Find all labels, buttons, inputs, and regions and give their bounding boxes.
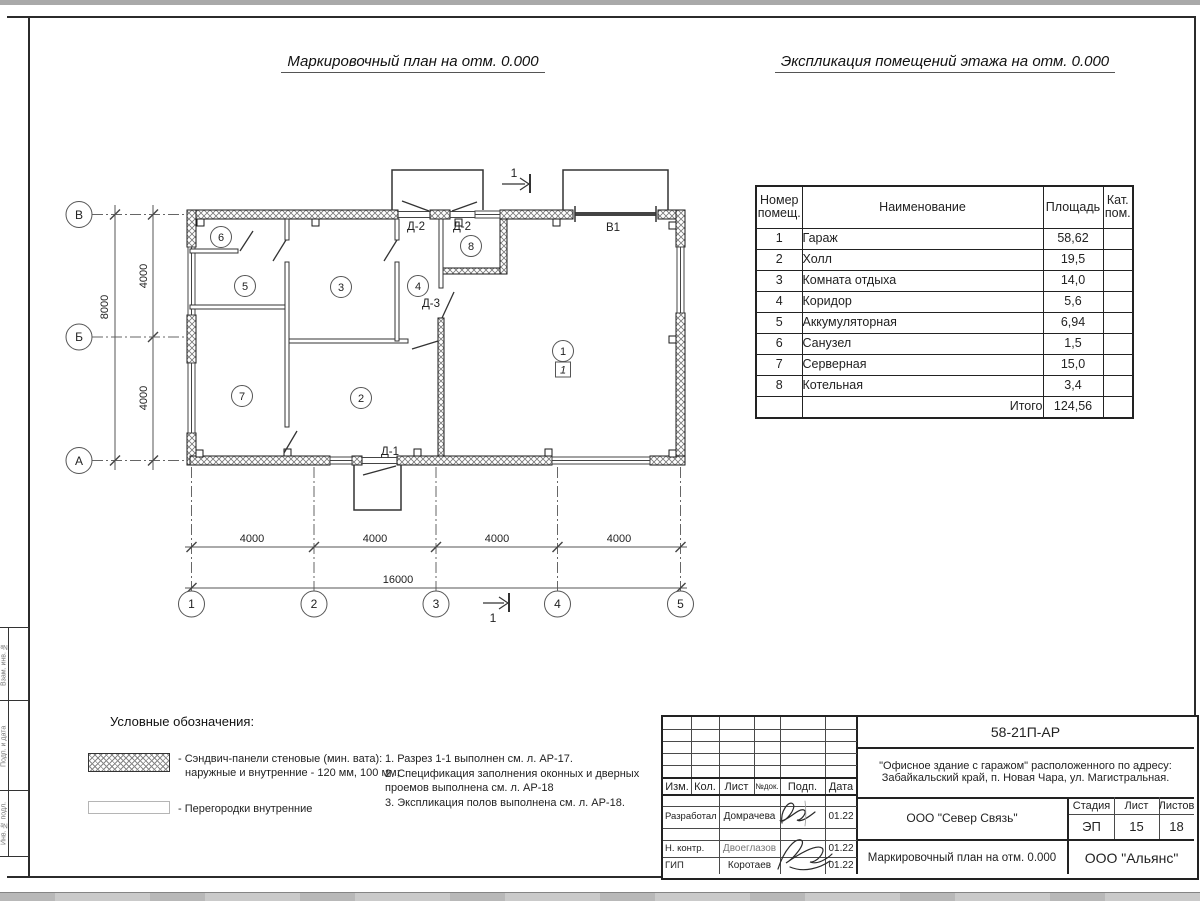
drawing-title: Маркировочный план на отм. 0.000 bbox=[867, 851, 1057, 864]
room-number: 8 bbox=[467, 241, 475, 253]
cell-area: 5,6 bbox=[1043, 291, 1103, 312]
role-date: 01.22 bbox=[828, 842, 854, 854]
dim-label: 4000 bbox=[362, 533, 388, 545]
stamp-header-data: Дата bbox=[828, 780, 854, 793]
cell-cat bbox=[1103, 249, 1133, 270]
table-row bbox=[756, 333, 1133, 354]
cell-cat bbox=[1103, 270, 1133, 291]
door-label: Д-1 bbox=[380, 446, 400, 458]
floor-type-number: 1 bbox=[559, 364, 567, 377]
cell-name: Котельная bbox=[802, 375, 1043, 396]
note-line: 3. Экспликация полов выполнена см. л. АР-18. bbox=[385, 796, 625, 809]
cell-cat bbox=[1103, 228, 1133, 249]
sheets-value: 18 bbox=[1169, 818, 1184, 834]
dim-total-label: 16000 bbox=[382, 574, 414, 586]
table-row bbox=[756, 270, 1133, 291]
legend-item-1: - Сэндвич-панели стеновые (мин. вата): наружные и внутренние - 120 мм, 100 мм; bbox=[178, 753, 400, 779]
cell-name: Аккумуляторная bbox=[802, 312, 1043, 333]
table-row bbox=[756, 375, 1133, 396]
col-header-name: Наименование bbox=[802, 186, 1043, 228]
room-number: 4 bbox=[414, 281, 422, 293]
side-box-3 bbox=[0, 790, 29, 857]
section-mark-bottom bbox=[483, 593, 509, 625]
stamp-header-izm: Изм. bbox=[665, 780, 689, 793]
grid-bubble-label: В bbox=[74, 208, 84, 222]
dim-label: 4000 bbox=[138, 263, 150, 289]
cell-cat bbox=[1103, 291, 1133, 312]
sheets-label: Листов bbox=[1159, 799, 1194, 812]
cell-name: Коридор bbox=[802, 291, 1043, 312]
table-row bbox=[756, 354, 1133, 375]
role-label: Разработал bbox=[665, 811, 717, 822]
table-total-row bbox=[756, 396, 1133, 418]
pilasters bbox=[196, 219, 676, 457]
cell-cat bbox=[1103, 333, 1133, 354]
stage-value: ЭП bbox=[1082, 818, 1101, 834]
cell-num: 1 bbox=[756, 228, 802, 249]
section-number: 1 bbox=[510, 166, 518, 180]
floor-type-marker bbox=[556, 362, 571, 377]
grid-bubble-label: 3 bbox=[432, 597, 440, 611]
cell-area: 3,4 bbox=[1043, 375, 1103, 396]
grid-bubbles-bottom bbox=[179, 591, 694, 617]
total-value: 124,56 bbox=[1043, 396, 1103, 418]
cell-num: 3 bbox=[756, 270, 802, 291]
cell-area: 6,94 bbox=[1043, 312, 1103, 333]
sheet-label: Лист bbox=[1124, 799, 1149, 812]
dim-total-label: 8000 bbox=[99, 294, 111, 320]
col-header-area: Площадь bbox=[1043, 186, 1103, 228]
door-label: Д-2 bbox=[406, 221, 426, 233]
room-schedule-table bbox=[755, 185, 1134, 419]
note-line: 1. Разрез 1-1 выполнен см. л. АР-17. bbox=[385, 753, 573, 765]
col-header-number: Номер помещ. bbox=[756, 186, 802, 228]
grid-bubble-label: 2 bbox=[310, 597, 318, 611]
room-bubbles bbox=[211, 227, 574, 409]
cell-area: 19,5 bbox=[1043, 249, 1103, 270]
table-row bbox=[756, 249, 1133, 270]
grid-bubble-label: 1 bbox=[188, 597, 195, 611]
role-label: ГИП bbox=[665, 859, 684, 871]
cell-area: 14,0 bbox=[1043, 270, 1103, 291]
room-number: 3 bbox=[337, 282, 345, 294]
windows bbox=[188, 211, 684, 464]
side-box-1 bbox=[0, 627, 29, 702]
exterior-walls bbox=[187, 210, 685, 465]
partitions bbox=[190, 219, 443, 427]
dim-label: 4000 bbox=[138, 385, 150, 411]
dim-label: 4000 bbox=[484, 533, 510, 545]
cell-name: Гараж bbox=[802, 228, 1043, 249]
floor-plan bbox=[30, 140, 730, 650]
cell-name: Санузел bbox=[802, 333, 1043, 354]
dimension-labels bbox=[99, 264, 631, 586]
table-row bbox=[756, 312, 1133, 333]
role-date: 01.22 bbox=[828, 859, 854, 871]
page-top-strip bbox=[0, 0, 1200, 5]
signature-1 bbox=[781, 803, 815, 823]
stamp-header-list: Лист bbox=[724, 780, 749, 793]
cell-name: Холл bbox=[802, 249, 1043, 270]
stamp-header-kol: Кол. bbox=[694, 780, 716, 793]
cell-name: Серверная bbox=[802, 354, 1043, 375]
door-label: Д-3 bbox=[421, 298, 441, 310]
partition-swatch bbox=[88, 801, 170, 814]
drawing-notes bbox=[385, 752, 650, 810]
gate-label: В1 bbox=[605, 222, 621, 234]
plan-title: Маркировочный план на отм. 0.000 bbox=[213, 53, 613, 73]
table-row bbox=[756, 228, 1133, 249]
role-date: 01.22 bbox=[828, 811, 854, 822]
legend-title: Условные обозначения: bbox=[110, 714, 255, 729]
side-box-2 bbox=[0, 700, 29, 792]
cell-num: 5 bbox=[756, 312, 802, 333]
note-line: 2. Спецификация заполнения оконных и дверных bbox=[385, 767, 640, 780]
signatures bbox=[772, 793, 844, 877]
cell-cat bbox=[1103, 375, 1133, 396]
room-number: 2 bbox=[357, 393, 365, 405]
org2-name: ООО "Альянс" bbox=[1084, 849, 1179, 866]
room-number: 7 bbox=[238, 391, 246, 403]
grid-bubbles-left bbox=[66, 202, 92, 474]
door-thresholds bbox=[362, 212, 475, 464]
role-label: Н. контр. bbox=[665, 842, 705, 854]
side-box-label: Взам. инв. № bbox=[0, 643, 8, 686]
grid-bubble-label: Б bbox=[75, 330, 83, 344]
table-row bbox=[756, 291, 1133, 312]
dim-label: 4000 bbox=[606, 533, 632, 545]
room-number: 1 bbox=[559, 346, 567, 358]
title-block bbox=[661, 715, 1199, 880]
col-header-category: Кат. пом. bbox=[1103, 186, 1133, 228]
cell-area: 1,5 bbox=[1043, 333, 1103, 354]
grid-bubble-label: А bbox=[74, 454, 84, 468]
frame-top bbox=[7, 16, 1196, 18]
room-number: 5 bbox=[241, 281, 249, 293]
cell-num: 8 bbox=[756, 375, 802, 396]
legend-item-2: - Перегородки внутренние bbox=[178, 803, 313, 815]
explication-title: Экспликация помещений этажа на отм. 0.000 bbox=[745, 53, 1145, 73]
role-name: Домрачева bbox=[723, 811, 776, 822]
cell-cat bbox=[1103, 312, 1133, 333]
role-name: Двоеглазов bbox=[722, 842, 777, 854]
sandwich-panel-swatch bbox=[88, 753, 170, 772]
side-box-label: Подп. и дата bbox=[0, 725, 8, 767]
section-number: 1 bbox=[489, 611, 497, 625]
stamp-header-podp: Подп. bbox=[787, 780, 818, 793]
stage-label: Стадия bbox=[1072, 799, 1111, 812]
section-mark-top bbox=[502, 166, 530, 193]
cell-num: 4 bbox=[756, 291, 802, 312]
door-label: Д-2 bbox=[452, 221, 472, 233]
dim-label: 4000 bbox=[239, 533, 265, 545]
project-name: "Офисное здание с гаражом" расположенного по адресу: Забайкальский край, п. Новая Чара, ул. Магистральная. bbox=[879, 760, 1172, 784]
role-name: Коротаев bbox=[727, 859, 772, 871]
note-line: проемов выполнена см. л. АР-18 bbox=[385, 782, 554, 794]
cell-area: 15,0 bbox=[1043, 354, 1103, 375]
stamp-header-ndoc: №док. bbox=[755, 781, 779, 791]
sheet-value: 15 bbox=[1129, 818, 1144, 834]
gate-symbol bbox=[575, 206, 656, 222]
total-label: Итого bbox=[802, 396, 1043, 418]
cell-area: 58,62 bbox=[1043, 228, 1103, 249]
room-number: 6 bbox=[217, 232, 225, 244]
doc-number: 58-21П-АР bbox=[990, 724, 1061, 740]
side-box-label: Инв. № подл. bbox=[0, 801, 8, 846]
grid-bubble-label: 5 bbox=[677, 597, 684, 611]
cell-name: Комната отдыха bbox=[802, 270, 1043, 291]
cell-num: 2 bbox=[756, 249, 802, 270]
grid-bubble-label: 4 bbox=[554, 597, 561, 611]
cell-num: 6 bbox=[756, 333, 802, 354]
cell-num: 7 bbox=[756, 354, 802, 375]
org-name: ООО "Север Связь" bbox=[906, 811, 1018, 825]
cell-cat bbox=[1103, 354, 1133, 375]
